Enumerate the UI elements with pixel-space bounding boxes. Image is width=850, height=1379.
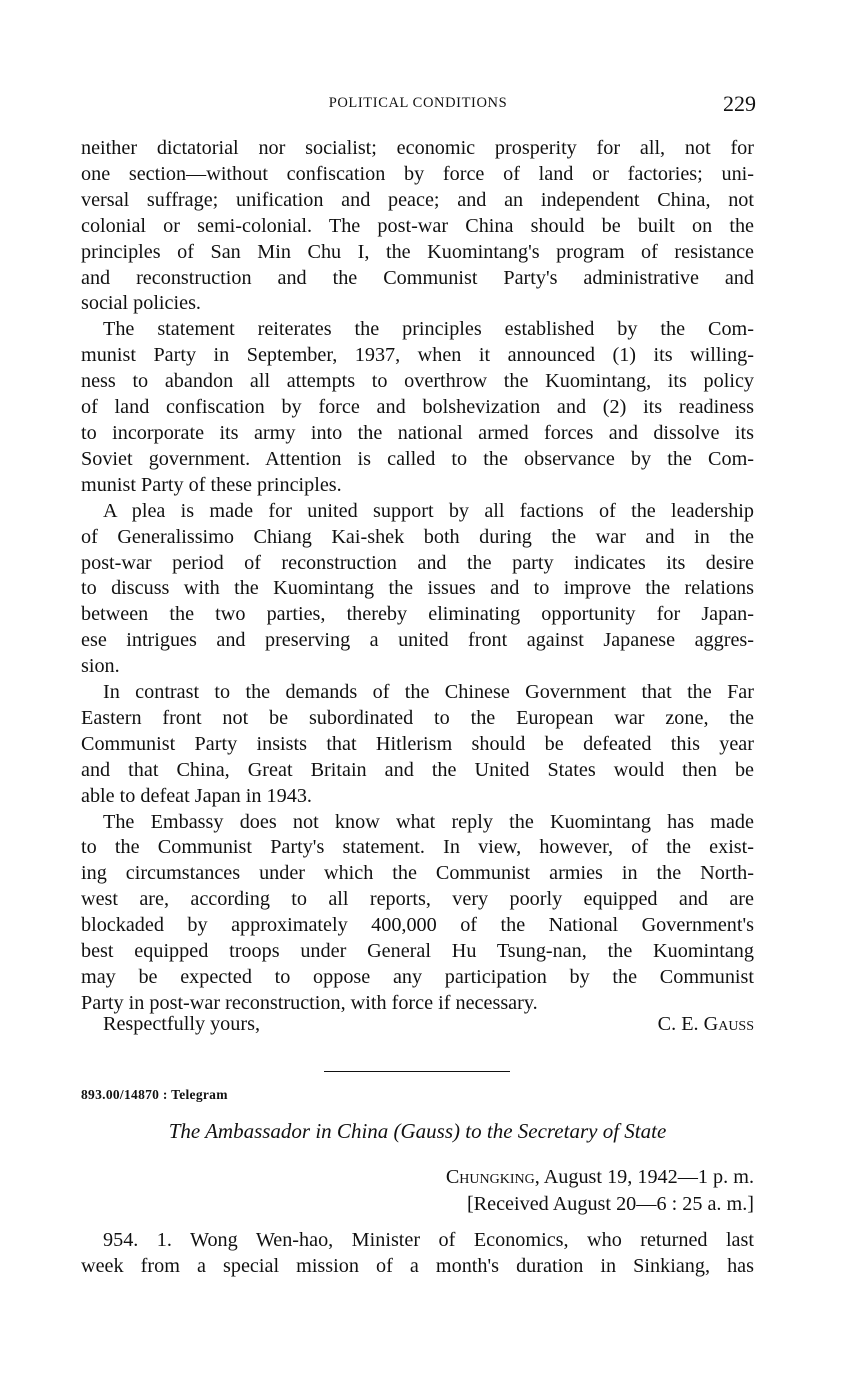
telegram-body (81, 1228, 754, 1280)
text-line: week from a special mission of a month's duration in Sinkiang, has (81, 1254, 754, 1277)
dateline-place: Chungking (445, 1166, 535, 1188)
text-line: Communist Party insists that Hitlerism should be defeated this year (81, 732, 754, 755)
text-line: between the two parties, thereby eliminating opportunity for Japan- (81, 603, 754, 626)
text-line: and that China, Great Britain and the United States would then be (81, 758, 754, 781)
page-number: 229 (723, 91, 756, 116)
salutation: Respectfully yours, (103, 1013, 260, 1035)
signature: C. E. Gauss (657, 1013, 754, 1035)
text-line: blockaded by approximately 400,000 of the National Government's (81, 914, 754, 937)
text-line: munist Party in September, 1937, when it announced (1) its willing- (81, 344, 754, 367)
received-line: [Received August 20—6 : 25 a. m.] (466, 1193, 754, 1215)
paragraph-1 (81, 136, 754, 317)
text-line: neither dictatorial nor socialist; economic prosperity for all, not for (81, 137, 754, 159)
text-line: principles of San Min Chu I, the Kuomintang's program of resistance (81, 240, 754, 263)
running-header (80, 91, 756, 119)
text-line: In contrast to the demands of the Chinese Government that the Far (103, 681, 754, 704)
section-divider (324, 1071, 510, 1072)
letter-closing (103, 1013, 754, 1041)
text-line: Eastern front not be subordinated to the European war zone, the (81, 706, 754, 729)
text-line: of land confiscation by force and bolshevization and (2) its readiness (81, 396, 754, 419)
paragraph-3 (81, 499, 754, 680)
text-line: social policies. (81, 292, 201, 315)
dateline-date: , August 19, 1942—1 p. m. (534, 1166, 754, 1188)
text-line: The statement reiterates the principles established by the Com- (103, 318, 754, 341)
paragraph-5 (81, 810, 754, 1017)
text-line: and reconstruction and the Communist Party's administrative and (81, 266, 754, 289)
text-line: ing circumstances under which the Communist armies in the North- (81, 862, 754, 885)
text-line: one section—without confiscation by force of land or factories; uni- (81, 162, 754, 185)
text-line: sion. (81, 655, 120, 678)
text-line: Party in post-war reconstruction, with force if necessary. (81, 991, 538, 1014)
text-line: west are, according to all reports, very poorly equipped and are (81, 888, 754, 911)
header-title: POLITICAL CONDITIONS (328, 95, 508, 111)
document-reference: 893.00/14870 : Telegram (81, 1087, 228, 1102)
text-line: to incorporate its army into the national armed forces and dissolve its (81, 421, 754, 444)
paragraph-4 (81, 680, 754, 810)
text-line: to discuss with the Kuomintang the issues and to improve the relations (81, 577, 754, 600)
document-heading: The Ambassador in China (Gauss) to the Secretary of State (168, 1119, 667, 1143)
text-line: best equipped troops under General Hu Tsung-nan, the Kuomintang (81, 940, 754, 963)
text-line: Soviet government. Attention is called to the observance by the Com- (81, 447, 754, 470)
text-line: to the Communist Party's statement. In view, however, of the exist- (81, 836, 754, 859)
text-line: munist Party of these principles. (81, 473, 342, 496)
body-text (81, 136, 754, 1017)
text-line: ness to abandon all attempts to overthrow the Kuomintang, its policy (81, 370, 754, 393)
paragraph-2 (81, 317, 754, 498)
text-line: of Generalissimo Chiang Kai-shek both during the war and in the (81, 525, 754, 548)
text-line: post-war period of reconstruction and the party indicates its desire (81, 551, 754, 574)
text-line: may be expected to oppose any participation by the Communist (81, 966, 754, 988)
text-line: ese intrigues and preserving a united front against Japanese aggres- (81, 629, 754, 652)
text-line: versal suffrage; unification and peace; and an independent China, not (81, 188, 754, 211)
text-line: able to defeat Japan in 1943. (81, 784, 312, 807)
text-line: A plea is made for united support by all factions of the leadership (103, 499, 754, 522)
text-line: The Embassy does not know what reply the Kuomintang has made (103, 810, 754, 833)
text-line: 954. 1. Wong Wen-hao, Minister of Economics, who returned last (103, 1229, 754, 1251)
dateline (446, 1166, 754, 1189)
text-line: colonial or semi-colonial. The post-war China should be built on the (81, 214, 754, 237)
